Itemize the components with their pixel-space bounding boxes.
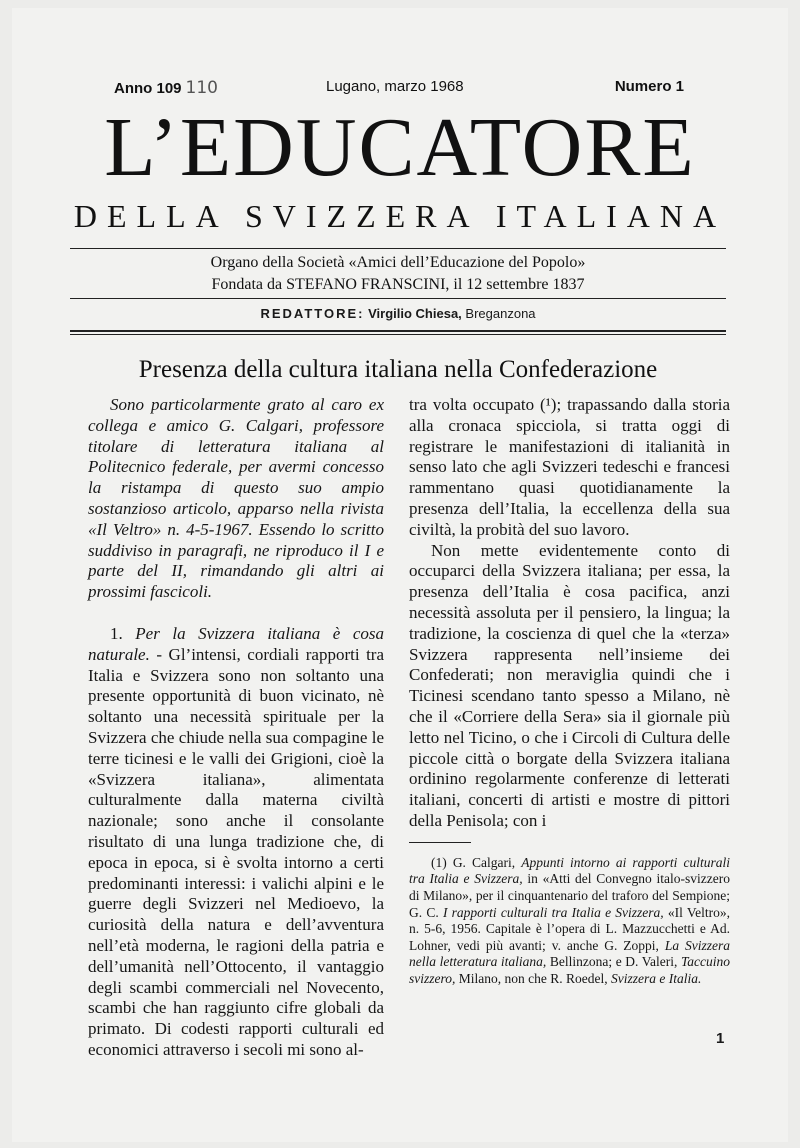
body-paragraph: tra volta occupato (¹); trapassando dalla storia alla cronaca spicciola, si tratta oggi di registrare le manifestazioni di italianità in senso lato che agli Svizzeri tedeschi e francesi rammentano quasi quotidianamente la presenza dell’Italia, la eccellenza della sua civiltà, la probità del suo lavoro. [409,395,730,539]
editor-name: Virgilio Chiesa, [368,306,462,321]
footnote-separator [409,842,471,843]
section-title: Per la Svizzera italiana è cosa naturale. [88,623,385,664]
organ-line: Organo della Società «Amici dell’Educazione del Popolo» [210,254,586,271]
founder-line: Fondata da STEFANO FRANSCINI, il 12 settembre 1837 [211,276,585,293]
column-right [409,395,730,987]
divider [70,334,726,335]
body-paragraph: Non mette evidentemente conto di occuparci della Svizzera italiana; per essa, la presenza dell’Italia è cosa pacifica, anzi necessità assoluta per il pensiero, la lingua; la tradizione, la coscienza di quel che la «terza» Svizzera rappresenta nell’insieme dei Confederati; non meraviglia quindi che i Ticinesi scendano tanto spesso a Milano, nè che il «Corriere della Sera» sia il giornale più letto nel Ticino, o che i Circoli di Cultura delle piccole città o borgate della Svizzera italiana ordinino regolarmente conferenze di letterati italiani, concerti di artisti e mostre di pittori della Penisola; con i [409,540,730,830]
issue-year: Anno 109 110 [114,78,218,98]
divider [70,298,726,299]
masthead-subtitle: DELLA SVIZZERA ITALIANA [73,198,727,234]
editor-place: Breganzona [465,306,536,321]
section-body: - Gl’intensi, cordiali rapporti tra Italia e Svizzera sono non soltanto una presente opportunità di buon vicinato, nè soltanto una necessità spirituale per la Svizzera che chiude nella sua compagine le terre ticinesi e le valli dei Grigioni, cioè la «Svizzera italiana», alimentata culturalmente dalla materna civiltà nazionale; sono anche il consolante risultato di una lunga tradizione che, di epoca in epoca, si è svolta intorno a certi predominanti interessi: i valichi alpini e le guerre degli Svizzeri nel Medioevo, la curiosità della natura e dell’avventura nell’età moderna, le ragioni della patria e dell’umanità nell’Ottocento, il vantaggio degli scambi commerciali nel Novecento, scambi che han raggiunto cifre globali da primato. Di codesti rapporti culturali ed economici attraverso i secoli mi sono al- [88,644,384,1059]
editor-line [70,306,726,321]
section-number: 1. [110,623,123,643]
divider [70,248,726,249]
article-title: Presenza della cultura italiana nella Confederazione [138,356,658,383]
divider [70,330,726,332]
column-left [88,395,384,1061]
editor-note: Sono particolarmente grato al caro ex collega e amico G. Calgari, professore titolare di letteratura italiana al Politecnico federale, per avermi concesso la ristampa di questo suo ampio sostanzioso articolo, apparso nella rivista «Il Veltro» n. 4-5-1967. Essendo lo scritto suddiviso in paragrafi, ne riproduco il I e parte del II, rimandando gli altri ai prossimi fascicoli. [88,395,384,602]
section-paragraph [88,624,384,1061]
page-number: 1 [716,1030,725,1047]
issue-number: Numero 1 [614,78,684,95]
editor-label: REDATTORE: [260,306,365,321]
issue-place-date: Lugano, marzo 1968 [326,78,464,95]
footnote: (1) G. Calgari, Appunti intorno ai rapporti culturali tra Italia e Svizzera, in «Atti del Convegno italo-svizzero di Milano», per il cinquantenario del traforo del Sempione; G. C. I rapporti culturali tra Italia e Svizzera, «Il Veltro», n. 5-6, 1956. Capitale è l’opera di L. Mazzucchetti e Ad. Lohner, vedi più avanti; v. anche G. Zoppi, La Svizzera nella letteratura italiana, Bellinzona; e D. Valeri, Taccuino svizzero, Milano, non che R. Roedel, Svizzera e Italia. [409,854,731,986]
handwritten-year: 110 [185,78,218,98]
masthead-title: L’EDUCATORE [104,101,696,194]
